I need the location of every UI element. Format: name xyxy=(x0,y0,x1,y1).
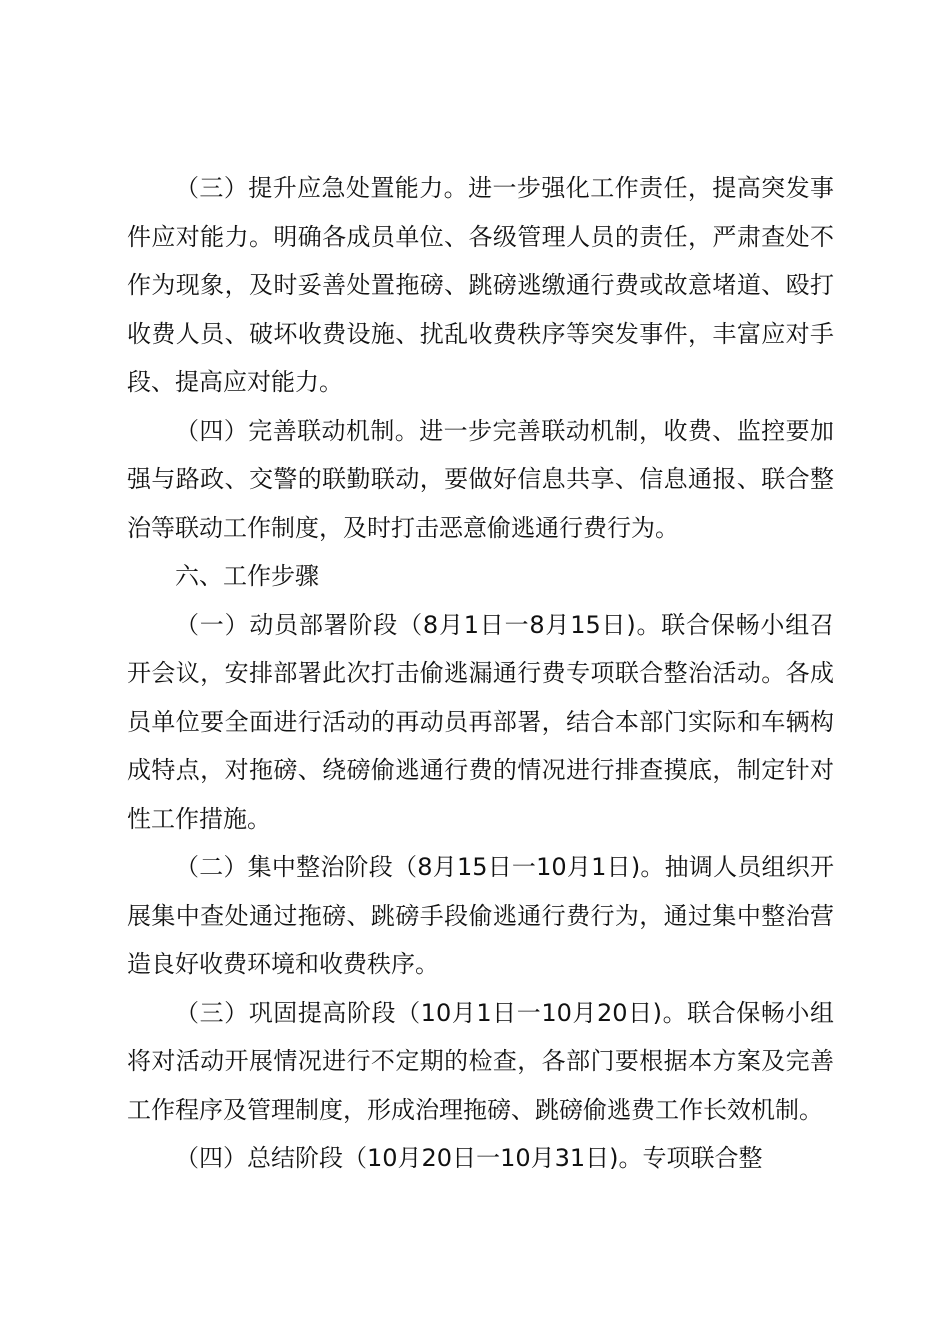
paragraph-emergency-response: （三）提升应急处置能力。进一步强化工作责任，提高突发事件应对能力。明确各成员单位、各级管理人员的责任，严肃查处不作为现象，及时妥善处置拖磅、跳磅逃缴通行费或故意堵道、殴打收费人员、破坏收费设施、扰乱收费秩序等突发事件，丰富应对手段、提高应对能力。 xyxy=(127,174,834,396)
document-body xyxy=(127,164,834,1183)
section-heading-work-steps: 六、工作步骤 xyxy=(175,562,319,590)
paragraph-summary-stage: （四）总结阶段（10月20日一10月31日)。专项联合整 xyxy=(175,1144,763,1172)
paragraph-linkage-mechanism: （四）完善联动机制。进一步完善联动机制，收费、监控要加强与路政、交警的联勤联动，要做好信息共享、信息通报、联合整治等联动工作制度，及时打击恶意偷逃通行费行为。 xyxy=(127,416,834,542)
paragraph-consolidation-stage: （三）巩固提高阶段（10月1日一10月20日)。联合保畅小组将对活动开展情况进行不定期的检查，各部门要根据本方案及完善工作程序及管理制度，形成治理拖磅、跳磅偷逃费工作长效机制。 xyxy=(127,998,834,1124)
paragraph-mobilization-stage: （一）动员部署阶段（8月1日一8月15日)。联合保畅小组召开会议，安排部署此次打击偷逃漏通行费专项联合整治活动。各成员单位要全面进行活动的再动员再部署，结合本部门实际和车辆构成特点，对拖磅、绕磅偷逃通行费的情况进行排查摸底，制定针对性工作措施。 xyxy=(127,610,834,833)
paragraph-concentrated-rectification-stage: （二）集中整治阶段（8月15日一10月1日)。抽调人员组织开展集中查处通过拖磅、跳磅手段偷逃通行费行为，通过集中整治营造良好收费环境和收费秩序。 xyxy=(127,853,834,978)
